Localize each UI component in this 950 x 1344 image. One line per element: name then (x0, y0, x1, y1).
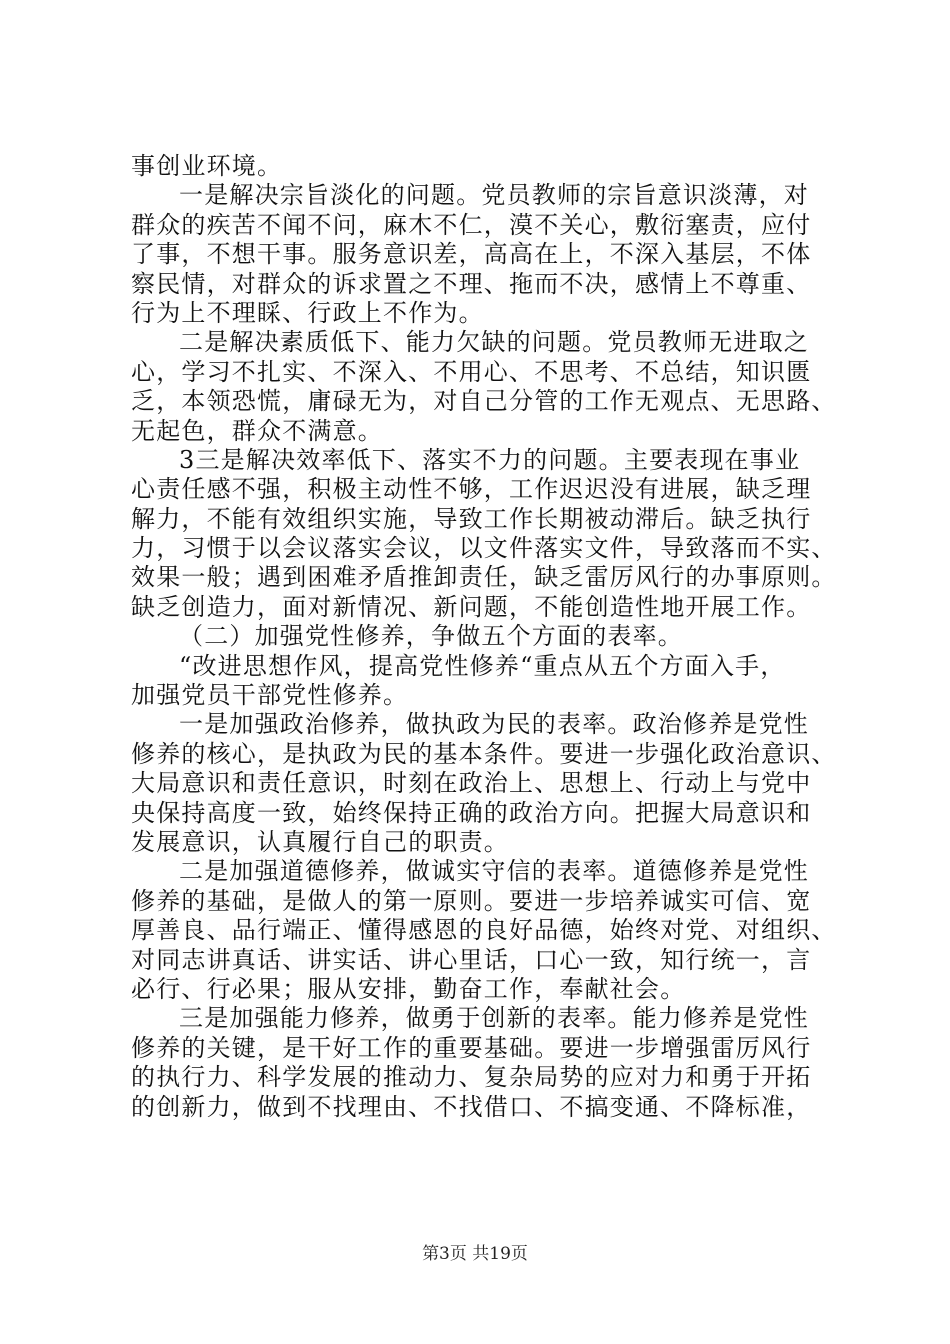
text-line: “改进思想作风，提高党性修养“重点从五个方面入手， (179, 651, 786, 680)
text-line: 了事，不想干事。服务意识差，高高在上，不深入基层，不体 (131, 240, 812, 269)
text-line: 修养的核心，是执政为民的基本条件。要进一步强化政治意识、 (131, 739, 837, 768)
text-line: 一是解决宗旨淡化的问题。党员教师的宗旨意识淡薄，对 (179, 181, 809, 210)
text-line: 必行、行必果；服从安排，勤奋工作，奉献社会。 (131, 974, 686, 1003)
text-line: 厚善良、品行端正、懂得感恩的良好品德，始终对党、对组织、 (131, 916, 837, 945)
text-line: 修养的关键，是干好工作的重要基础。要进一步增强雷厉风行 (131, 1033, 812, 1062)
text-line: 一是加强政治修养，做执政为民的表率。政治修养是党性 (179, 710, 809, 739)
text-line: 二是解决素质低下、能力欠缺的问题。党员教师无进取之 (179, 328, 809, 357)
text-line: 大局意识和责任意识，时刻在政治上、思想上、行动上与党中 (131, 769, 812, 798)
text-line: 二是加强道德修养，做诚实守信的表率。道德修养是党性 (179, 857, 809, 886)
text-line: 力，习惯于以会议落实会议，以文件落实文件，导致落而不实、 (131, 534, 837, 563)
text-line: 的创新力，做到不找理由、不找借口、不搞变通、不降标准， (131, 1092, 812, 1121)
text-line: 行为上不理睬、行政上不作为。 (131, 298, 484, 327)
text-line: 对同志讲真话、讲实话、讲心里话，口心一致，知行统一，言 (131, 945, 812, 974)
text-line: 修养的基础，是做人的第一原则。要进一步培养诚实可信、宽 (131, 886, 812, 915)
text-line: 央保持高度一致，始终保持正确的政治方向。把握大局意识和 (131, 798, 812, 827)
text-line: 察民情，对群众的诉求置之不理、拖而不决，感情上不尊重、 (131, 269, 812, 298)
text-line: 的执行力、科学发展的推动力、复杂局势的应对力和勇于开拓 (131, 1063, 812, 1092)
page-footer: 第3页 共19页 (422, 1244, 528, 1264)
text-line: 发展意识，认真履行自己的职责。 (131, 827, 509, 856)
text-line: 缺乏创造力，面对新情况、新问题，不能创造性地开展工作。 (131, 592, 812, 621)
text-line: 效果一般；遇到困难矛盾推卸责任，缺乏雷厉风行的办事原则。 (131, 563, 837, 592)
text-line: 心，学习不扎实、不深入、不用心、不思考、不总结，知识匮 (131, 357, 812, 386)
text-line: 群众的疾苦不闻不问，麻木不仁，漠不关心，敷衍塞责，应付 (131, 210, 812, 239)
text-line: 心责任感不强，积极主动性不够，工作迟迟没有进展，缺乏理 (131, 475, 812, 504)
text-line: 事创业环境。 (131, 152, 283, 180)
text-line: 乏，本领恐慌，庸碌无为，对自己分管的工作无观点、无思路、 (131, 387, 837, 416)
text-line: 加强党员干部党性修养。 (131, 681, 409, 710)
text-line: 3三是解决效率低下、落实不力的问题。主要表现在事业 (179, 445, 801, 474)
text-line: 三是加强能力修养，做勇于创新的表率。能力修养是党性 (179, 1004, 809, 1033)
text-line: （二）加强党性修养，争做五个方面的表率。 (179, 622, 683, 651)
body-text (131, 152, 837, 1122)
text-line: 无起色，群众不满意。 (131, 416, 383, 445)
text-line: 解力，不能有效组织实施，导致工作长期被动滞后。缺乏执行 (131, 504, 812, 533)
